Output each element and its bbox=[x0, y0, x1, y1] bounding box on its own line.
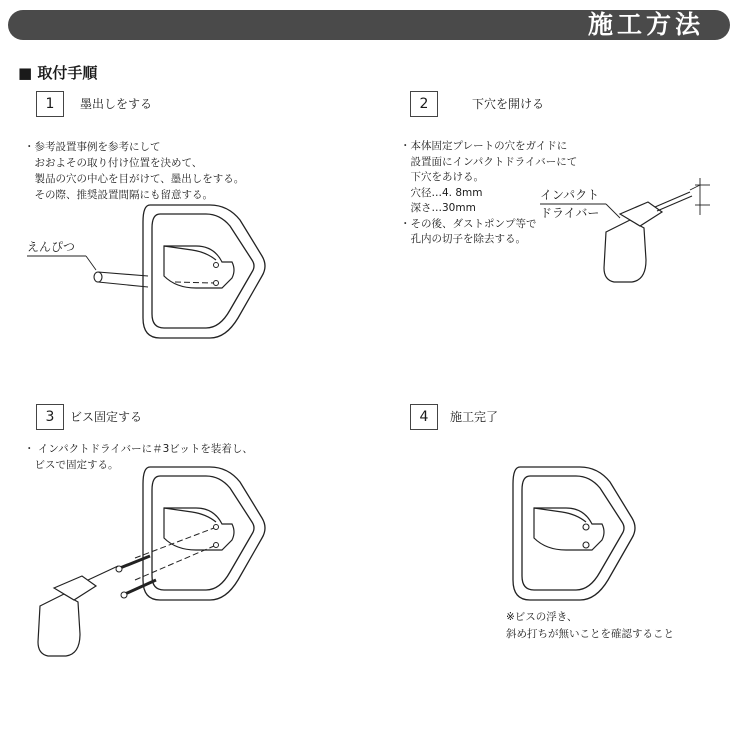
step-4-note: ※ビスの浮き、 斜め打ちが無いことを確認すること bbox=[506, 611, 674, 640]
screw-icon bbox=[116, 556, 156, 598]
impact-driver-icon-3 bbox=[38, 566, 118, 656]
step-3-number: 3 bbox=[36, 404, 64, 430]
step-2-title: 下穴を開ける bbox=[472, 97, 545, 111]
pencil-icon bbox=[27, 256, 148, 287]
handrail-illustration-1 bbox=[143, 205, 265, 338]
step-1-number: 1 bbox=[36, 91, 64, 117]
driver-label-line2: ドライバー bbox=[540, 206, 600, 220]
step-2-number: 2 bbox=[410, 91, 438, 117]
pencil-label: えんぴつ bbox=[27, 240, 76, 254]
step-2-description: ・本体固定プレートの穴をガイドに 設置面にインパクトドライバーにて 下穴をあける。 穴径…4. 8mm 深さ…30mm ・その後、ダストポンプ等で 孔内の切子を除去する。 bbox=[400, 140, 578, 245]
section-heading: ■ 取付手順 bbox=[18, 64, 98, 82]
step-4-title: 施工完了 bbox=[450, 410, 499, 424]
step-4-number: 4 bbox=[410, 404, 438, 430]
page-title: 施工方法 bbox=[587, 10, 704, 39]
impact-driver-icon bbox=[540, 178, 710, 282]
step-3-title: ビス固定する bbox=[70, 410, 143, 424]
driver-label-line1: インパクト bbox=[540, 188, 600, 202]
step-1-description: ・参考設置事例を参考にして おおよその取り付け位置を決めて、 製品の穴の中心を目がけて、墨出しをする。 その際、推奨設置間隔にも留意する。 bbox=[24, 141, 245, 201]
step-3-description: ・ インパクトドライバーに＃3ビットを装着し、 ビスで固定する。 bbox=[24, 443, 253, 471]
handrail-illustration-4 bbox=[513, 467, 635, 600]
step-1-title: 墨出しをする bbox=[80, 97, 153, 111]
